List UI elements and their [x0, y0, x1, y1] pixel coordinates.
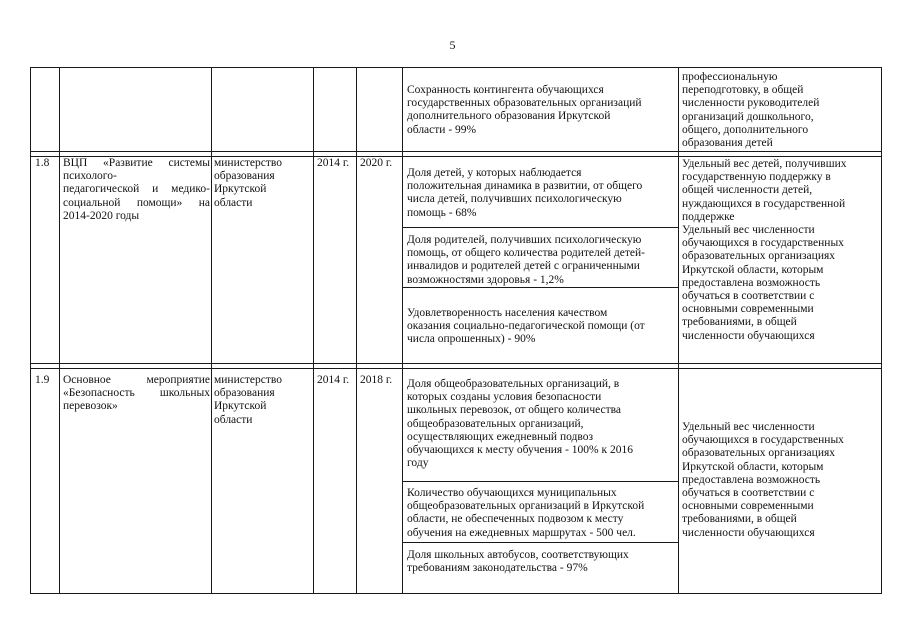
executor-text: министерство образования Иркутской области [214, 374, 282, 426]
end-year: 2018 г. [360, 374, 393, 386]
program-name-line: психолого- [63, 170, 117, 183]
col-divider [356, 67, 357, 594]
col-divider [313, 67, 314, 594]
result-text: Удельный вес численности обучающихся в государственных образовательных организациях Иркутской области, которым предоставлена возможность обучаться в соответствии с основными современными требованиями, в общей численности обучающихся [682, 421, 844, 539]
row-number: 1.9 [35, 374, 50, 386]
row-number: 1.8 [35, 157, 50, 169]
indicator-text: Доля общеобразовательных организаций, в которых созданы условия безопасности школьных перевозок, от общего количества общеобразовательных организаций, осуществляющих ежедневный подвоз обучающихся к месту обучения - 100% к 2016 году [407, 378, 633, 470]
indicator-text: Сохранность контингента обучающихся государственных образовательных организаций дополнительного образования Иркутской области - 99% [407, 84, 642, 136]
indicator-text: Количество обучающихся муниципальных общеобразовательных организаций в Иркутской области, не обеспеченных подвозом к месту обучения на ежедневных маршрутах - 500 чел. [407, 487, 645, 539]
program-table [30, 67, 882, 594]
start-year: 2014 г. [317, 374, 350, 386]
table-border-bottom [30, 593, 882, 594]
program-name-line: ВЦП «Развитие системы [63, 157, 210, 169]
page-number: 5 [449, 38, 456, 52]
result-text: профессиональную переподготовку, в общей численности руководителей организаций дошкольного, общего, дополнительного образования детей [682, 71, 820, 150]
indicator-text: Доля школьных автобусов, соответствующих требованиям законодательства - 97% [407, 549, 629, 575]
program-name-line: социальной помощи» на [63, 196, 210, 209]
indicator-text: Доля родителей, получивших психологическую помощь, от общего количества родителей детей- инвалидов и родителей детей с ограниченными возможностями здоровья - 1,2% [407, 234, 645, 286]
program-name-line: педагогической и медико- [63, 183, 210, 196]
program-name-line: перевозок» [63, 400, 118, 413]
program-name-line: Основное мероприятие [63, 374, 210, 386]
program-name-line: «Безопасность школьных [63, 387, 210, 400]
cell-divider [402, 227, 678, 228]
end-year: 2020 г. [360, 157, 393, 169]
program-name [63, 374, 210, 414]
executor-text: министерство образования Иркутской области [214, 157, 282, 209]
start-year: 2014 г. [317, 157, 350, 169]
table-border-top [30, 67, 882, 68]
col-divider [402, 67, 403, 594]
col-divider [678, 67, 679, 594]
col-divider [211, 67, 212, 594]
row-divider [30, 363, 882, 369]
cell-divider [402, 542, 678, 543]
col-divider [59, 67, 60, 594]
indicator-text: Доля детей, у которых наблюдается положительная динамика в развитии, от общего числа детей, получивших психологическую помощь - 68% [407, 167, 643, 219]
program-name [63, 157, 210, 223]
cell-divider [402, 287, 678, 288]
cell-divider [402, 481, 678, 482]
result-text: Удельный вес детей, получивших государственную поддержку в общей численности детей, нуждающихся в государственной поддержке Удельный вес численности обучающихся в государственных образовательных организациях Иркутской области, которым предоставлена возможность обучаться в соответствии с основными современными требованиями, в общей численности обучающихся [682, 158, 847, 342]
table-border-right [881, 67, 882, 594]
program-name-line: 2014-2020 годы [63, 209, 140, 222]
table-border-left [30, 67, 31, 594]
indicator-text: Удовлетворенность населения качеством оказания социально-педагогической помощи (от числа опрошенных) - 90% [407, 307, 645, 346]
